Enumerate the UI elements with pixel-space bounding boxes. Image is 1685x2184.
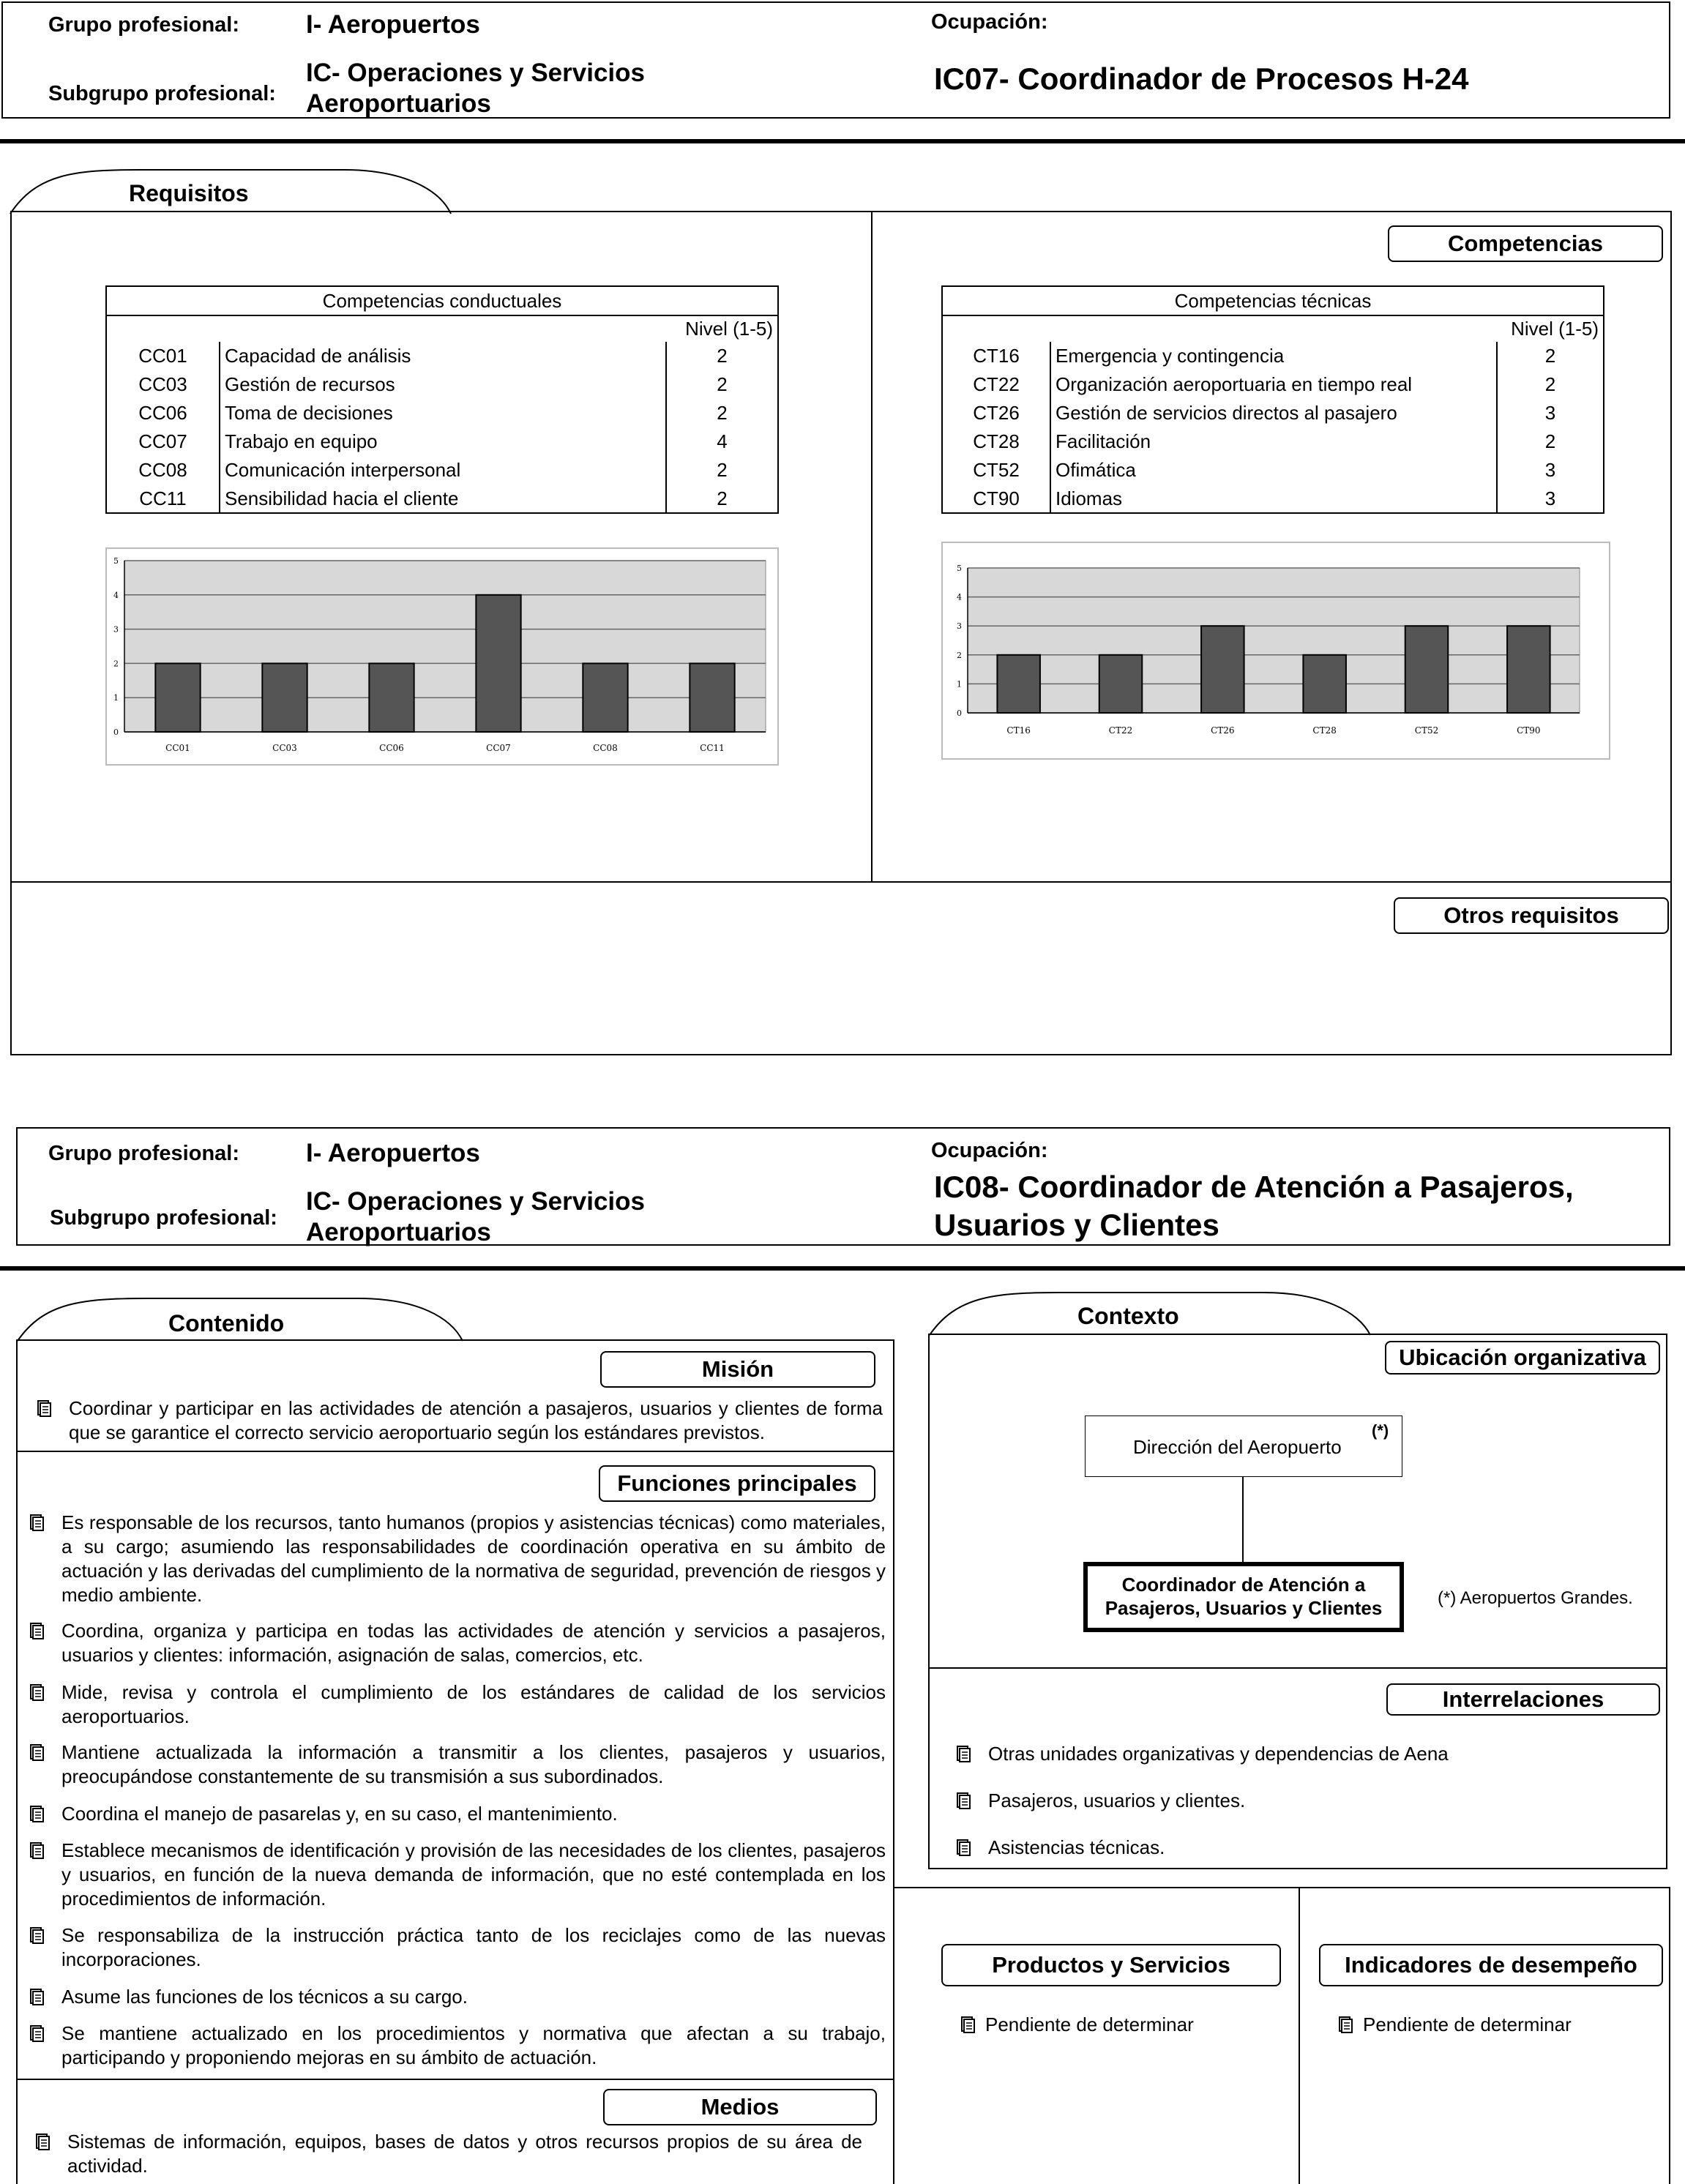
bar (1405, 626, 1449, 713)
ct-code: CT90 (942, 485, 1050, 513)
interrelacion-text: Pasajeros, usuarios y clientes. (988, 1790, 1246, 1811)
contexto-tab-label: Contexto (1077, 1303, 1179, 1329)
bottom-divider (0, 1266, 1685, 1271)
requisitos-horizontal-divider (10, 881, 1672, 883)
document-bullet-icon (37, 1399, 51, 1417)
funcion-item (29, 1985, 886, 2009)
productos-text: Pendiente de determinar (985, 2013, 1194, 2035)
ct-code: CT22 (942, 370, 1050, 399)
ct-code: CT16 (942, 342, 1050, 370)
bottom-ocupacion-value-2: Usuarios y Clientes (934, 1208, 1219, 1242)
document-bullet-icon (29, 1514, 44, 1531)
bottom-ocupacion-value-1: IC08- Coordinador de Atención a Pasajeros, (934, 1170, 1574, 1204)
cc-code: CC06 (106, 399, 220, 427)
org-note: (*) Aeropuertos Grandes. (1438, 1588, 1633, 1608)
tecnicas-chart (943, 543, 1609, 758)
table-row (942, 370, 1604, 399)
requisitos-tab-label: Requisitos (129, 180, 249, 206)
contexto-divider (928, 1667, 1667, 1669)
cc-code: CC11 (106, 485, 220, 513)
cc-val: 2 (666, 370, 778, 399)
funcion-text: Mide, revisa y controla el cumplimiento de los estándares de calidad de los servicios aeroportuarios. (61, 1681, 886, 1727)
bottom-subgrupo-value-1: IC- Operaciones y Servicios (306, 1187, 645, 1216)
interrelaciones-label: Interrelaciones (1386, 1683, 1660, 1716)
table-row (942, 485, 1604, 513)
y-tick-label: 1 (113, 693, 119, 703)
ct-code: CT28 (942, 427, 1050, 456)
table-row (106, 399, 778, 427)
table-row (106, 456, 778, 485)
y-tick-label: 5 (113, 556, 119, 566)
interrelacion-item (956, 1789, 1644, 1813)
contenido-tab-label: Contenido (168, 1310, 285, 1336)
org-bottom-text-2: Pasajeros, Usuarios y Clientes (1105, 1597, 1383, 1619)
conductuales-title: Competencias conductuales (106, 286, 778, 315)
document-bullet-icon (956, 1839, 971, 1856)
top-ocupacion-label: Ocupación: (931, 10, 1048, 34)
document-bullet-icon (1338, 2016, 1353, 2033)
table-row (106, 370, 778, 399)
x-tick-label: CC11 (700, 743, 725, 753)
bottom-subgrupo-label: Subgrupo profesional: (50, 1206, 277, 1230)
top-divider (0, 139, 1685, 143)
x-tick-label: CT22 (1108, 725, 1133, 736)
bar (1507, 626, 1550, 713)
cc-val: 2 (666, 456, 778, 485)
conductuales-nivel-label: Nivel (1-5) (106, 315, 778, 342)
cc-desc: Capacidad de análisis (220, 342, 666, 370)
bar (476, 595, 520, 732)
x-tick-label: CC08 (593, 743, 618, 753)
competencias-label: Competencias (1388, 225, 1663, 262)
funcion-item (29, 1680, 886, 1729)
y-tick-label: 0 (113, 728, 119, 737)
table-row (106, 427, 778, 456)
productos-indicadores-divider (1299, 1887, 1300, 2184)
interrelacion-text: Asistencias técnicas. (988, 1836, 1165, 1858)
table-row (942, 399, 1604, 427)
cc-code: CC03 (106, 370, 220, 399)
conductuales-table (105, 285, 779, 514)
ct-val: 2 (1497, 370, 1604, 399)
funcion-item (29, 1511, 886, 1607)
y-tick-label: 2 (113, 659, 119, 669)
org-bottom-text-1: Coordinador de Atención a (1121, 1574, 1366, 1596)
mision-text: Coordinar y participar en las actividades de atención a pasajeros, usuarios y clientes de forma que se garantice el correcto servicio aeroportuario según los estándares previstos. (69, 1397, 883, 1443)
table-row (106, 342, 778, 370)
document-bullet-icon (29, 1805, 44, 1822)
x-tick-label: CC06 (379, 743, 404, 753)
funciones-label: Funciones principales (599, 1465, 875, 1502)
document-bullet-icon (29, 2024, 44, 2042)
bar (997, 655, 1040, 713)
table-row (942, 456, 1604, 485)
y-tick-label: 4 (957, 592, 962, 602)
cc-code: CC01 (106, 342, 220, 370)
table-row (942, 427, 1604, 456)
indicadores-text: Pendiente de determinar (1363, 2013, 1572, 2035)
requisitos-vertical-divider (871, 211, 873, 883)
document-bullet-icon (29, 1926, 44, 1944)
bottom-ocupacion-label: Ocupación: (931, 1139, 1048, 1162)
indicadores-label: Indicadores de desempeño (1319, 1944, 1663, 1986)
x-tick-label: CC03 (272, 743, 297, 753)
funcion-text: Coordina, organiza y participa en todas las actividades de atención y servicios a pasajeros, usuarios y clientes: información, asignación de salas, comercios, etc. (61, 1620, 886, 1666)
table-row (942, 342, 1604, 370)
cc-code: CC07 (106, 427, 220, 456)
funcion-text: Asume las funciones de los técnicos a su cargo. (61, 1986, 468, 2008)
document-bullet-icon (29, 1622, 44, 1639)
document-bullet-icon (956, 1745, 971, 1762)
funcion-item (29, 1923, 886, 1972)
ct-desc: Gestión de servicios directos al pasajero (1050, 399, 1497, 427)
document-bullet-icon (956, 1792, 971, 1809)
bar (690, 663, 734, 732)
ct-val: 3 (1497, 456, 1604, 485)
org-connector (1242, 1477, 1244, 1562)
bar (1303, 655, 1346, 713)
top-grupo-value: I- Aeropuertos (306, 10, 480, 39)
interrelacion-item (956, 1836, 1644, 1860)
bar (262, 663, 307, 732)
y-tick-label: 1 (957, 679, 962, 689)
mision-item (37, 1396, 883, 1445)
ct-val: 3 (1497, 485, 1604, 513)
y-tick-label: 3 (957, 621, 962, 632)
plot-area (968, 568, 1580, 713)
y-tick-label: 2 (957, 650, 962, 660)
ct-desc: Emergencia y contingencia (1050, 342, 1497, 370)
indicadores-item (1338, 2013, 1660, 2037)
org-top-text: Dirección del Aeropuerto (1133, 1436, 1342, 1458)
mision-label: Misión (600, 1351, 875, 1388)
funcion-text: Establece mecanismos de identificación y provisión de las necesidades de los clientes, pasajeros y usuarios, en función de la nueva demanda de información, que no esté contemplada en los procedimientos de información. (61, 1839, 886, 1910)
funcion-item (29, 1839, 886, 1911)
otros-requisitos-label: Otros requisitos (1394, 897, 1669, 934)
bottom-grupo-value: I- Aeropuertos (306, 1139, 480, 1167)
x-tick-label: CC01 (165, 743, 190, 753)
cc-desc: Toma de decisiones (220, 399, 666, 427)
cc-val: 2 (666, 485, 778, 513)
cc-val: 4 (666, 427, 778, 456)
medios-divider (16, 2079, 894, 2080)
ct-desc: Organización aeroportuaria en tiempo real (1050, 370, 1497, 399)
tecnicas-nivel-label: Nivel (1-5) (942, 315, 1604, 342)
bar (1201, 626, 1244, 713)
ubicacion-label: Ubicación organizativa (1385, 1341, 1660, 1375)
x-tick-label: CT52 (1414, 725, 1439, 736)
funcion-item (29, 1802, 886, 1826)
ct-desc: Facilitación (1050, 427, 1497, 456)
cc-val: 2 (666, 399, 778, 427)
ct-code: CT52 (942, 456, 1050, 485)
bottom-grupo-label: Grupo profesional: (48, 1142, 239, 1165)
medios-label: Medios (603, 2089, 877, 2125)
document-bullet-icon (29, 1988, 44, 2005)
cc-code: CC08 (106, 456, 220, 485)
bar (583, 663, 627, 732)
y-tick-label: 3 (113, 624, 119, 635)
document-bullet-icon (960, 2016, 975, 2033)
x-tick-label: CT16 (1006, 725, 1031, 736)
x-tick-label: CC07 (486, 743, 511, 753)
funcion-text: Se mantiene actualizado en los procedimientos y normativa que afectan a su trabajo, participando y proponiendo mejoras en su ámbito de actuación. (61, 2022, 886, 2068)
top-ocupacion-value: IC07- Coordinador de Procesos H-24 (934, 61, 1469, 96)
x-tick-label: CT28 (1312, 725, 1337, 736)
funcion-item (29, 1619, 886, 1667)
cc-desc: Gestión de recursos (220, 370, 666, 399)
productos-label: Productos y Servicios (941, 1944, 1281, 1986)
table-row (106, 485, 778, 513)
top-subgrupo-value-2: Aeroportuarios (306, 89, 491, 118)
funcion-text: Se responsabiliza de la instrucción práctica tanto de los reciclajes como de las nuevas incorporaciones. (61, 1924, 886, 1970)
y-tick-label: 4 (113, 590, 119, 600)
cc-desc: Comunicación interpersonal (220, 456, 666, 485)
ct-desc: Idiomas (1050, 485, 1497, 513)
conductuales-chart (107, 549, 777, 764)
y-tick-label: 0 (957, 708, 962, 718)
funcion-text: Mantiene actualizada la información a transmitir a los clientes, pasajeros y usuarios, preocupándose constantemente de su transmisión a sus subordinados. (61, 1741, 886, 1787)
bar (155, 663, 200, 732)
ct-desc: Ofimática (1050, 456, 1497, 485)
ct-code: CT26 (942, 399, 1050, 427)
plot-area (124, 561, 766, 732)
bar (369, 663, 414, 732)
cc-val: 2 (666, 342, 778, 370)
document-bullet-icon (29, 1683, 44, 1701)
funcion-item (29, 2022, 886, 2070)
x-tick-label: CT90 (1517, 725, 1541, 736)
top-subgrupo-value-1: IC- Operaciones y Servicios (306, 59, 645, 87)
funcion-text: Es responsable de los recursos, tanto humanos (propios y asistencias técnicas) como materiales, a su cargo; asumiendo las responsabilidades de coordinación operativa en su ámbito de actuación y las derivadas del cumplimiento de la normativa de seguridad, prevención de riesgos y medio ambiente. (61, 1511, 886, 1606)
document-bullet-icon (29, 1841, 44, 1859)
ct-val: 2 (1497, 427, 1604, 456)
interrelacion-item (956, 1742, 1644, 1766)
tecnicas-title: Competencias técnicas (942, 286, 1604, 315)
funcion-text: Coordina el manejo de pasarelas y, en su caso, el mantenimiento. (61, 1803, 618, 1825)
cc-desc: Trabajo en equipo (220, 427, 666, 456)
top-grupo-label: Grupo profesional: (48, 13, 239, 37)
medios-item (35, 2130, 862, 2178)
cc-desc: Sensibilidad hacia el cliente (220, 485, 666, 513)
top-subgrupo-label: Subgrupo profesional: (48, 82, 276, 105)
document-bullet-icon (35, 2133, 50, 2150)
interrelacion-text: Otras unidades organizativas y dependencias de Aena (988, 1743, 1449, 1765)
bottom-subgrupo-value-2: Aeroportuarios (306, 1218, 491, 1246)
x-tick-label: CT26 (1211, 725, 1235, 736)
org-top-mark: (*) (1372, 1421, 1389, 1440)
tecnicas-chart-frame (941, 542, 1610, 760)
medios-text: Sistemas de información, equipos, bases de datos y otros recursos propios de su área de actividad. (67, 2131, 862, 2177)
bar (1099, 655, 1143, 713)
funcion-item (29, 1740, 886, 1789)
tecnicas-table (941, 285, 1604, 514)
ct-val: 2 (1497, 342, 1604, 370)
ct-val: 3 (1497, 399, 1604, 427)
y-tick-label: 5 (957, 564, 962, 573)
document-bullet-icon (29, 1743, 44, 1761)
conductuales-chart-frame (105, 547, 779, 766)
productos-item (960, 2013, 1282, 2037)
mision-divider (16, 1451, 894, 1452)
